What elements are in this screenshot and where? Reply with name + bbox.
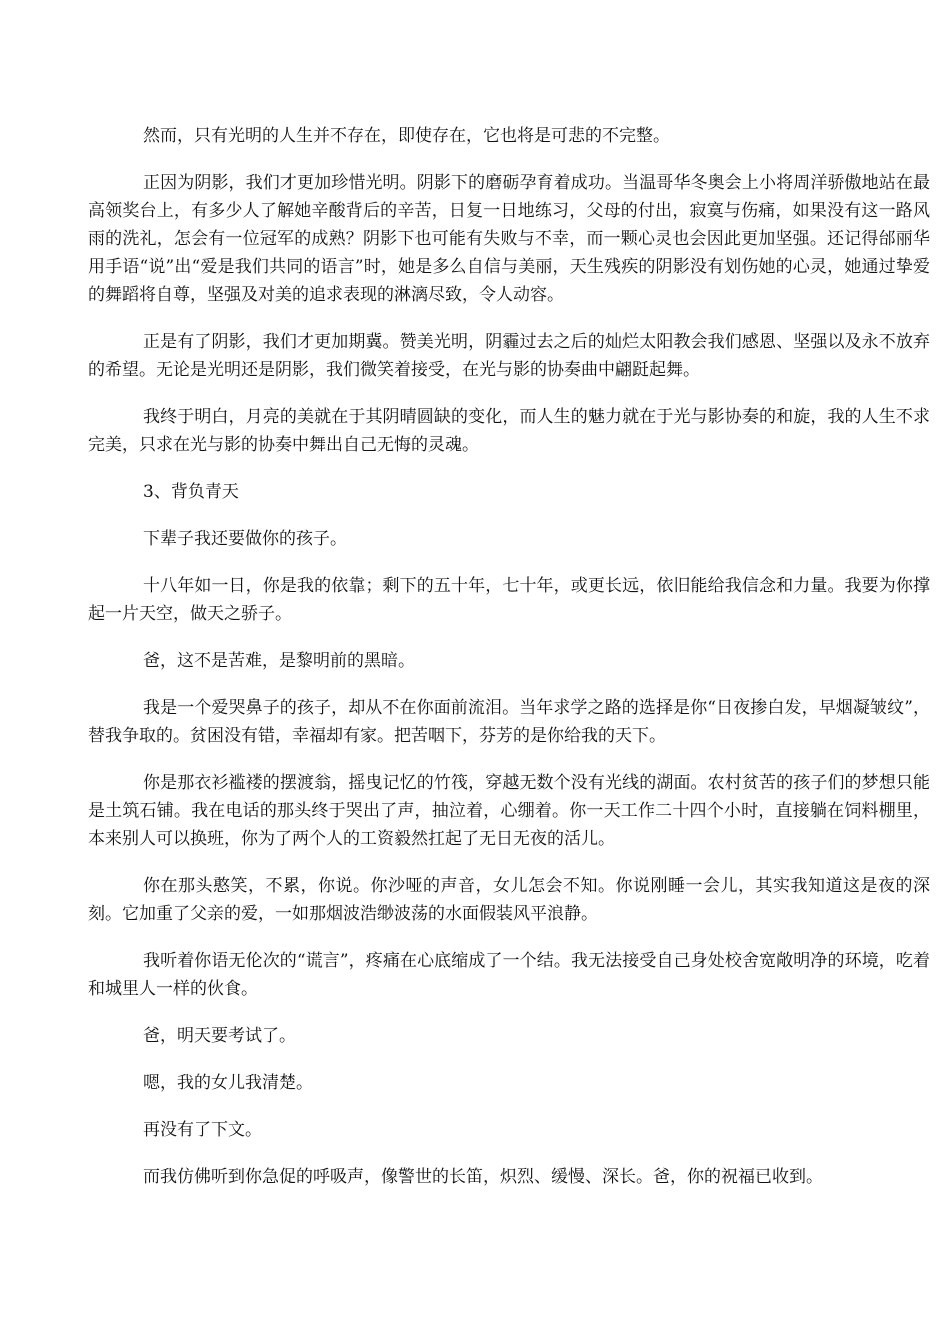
paragraph-6: 下辈子我还要做你的孩子。 [143, 529, 347, 549]
paragraph-8: 爸，这不是苦难，是黎明前的黑暗。 [143, 651, 415, 671]
paragraph-14: 嗯，我的女儿我清楚。 [143, 1073, 313, 1093]
paragraph-2: 正因为阴影，我们才更加珍惜光明。阴影下的磨砺孕育着成功。当温哥华冬奥会上小将周洋骄傲地站在最高领奖台上，有多少人了解她辛酸背后的辛苦，日复一日地练习，父母的付出，寂寞与伤痛，如果没有这一路风雨的洗礼，怎会有一位冠军的成熟？阴影下也可能有失败与不幸，而一颗心灵也会因此更加坚强。还记得邰丽华用手语“说”出“爱是我们共同的语言”时，她是多么自信与美丽，天生残疾的阴影没有划伤她的心灵，她通过挚爱的舞蹈将自尊，坚强及对美的追求表现的淋漓尽致，令人动容。 [88, 173, 930, 305]
paragraph-15: 再没有了下文。 [143, 1120, 262, 1140]
paragraph-10: 你是那衣衫褴褛的摆渡翁，摇曳记忆的竹筏，穿越无数个没有光线的湖面。农村贫苦的孩子们的梦想只能是土筑石铺。我在电话的那头终于哭出了声，抽泣着，心绷着。你一天工作二十四个小时，直接躺在饲料棚里，本来别人可以换班，你为了两个人的工资毅然扛起了无日无夜的活儿。 [88, 773, 930, 849]
paragraph-11: 你在那头憨笑，不累，你说。你沙哑的声音，女儿怎会不知。你说刚睡一会儿，其实我知道这是夜的深刻。它加重了父亲的爱，一如那烟波浩缈波荡的水面假装风平浪静。 [88, 876, 930, 924]
paragraph-1: 然而，只有光明的人生并不存在，即使存在，它也将是可悲的不完整。 [143, 126, 670, 146]
paragraph-4: 我终于明白，月亮的美就在于其阴晴圆缺的变化，而人生的魅力就在于光与影协奏的和旋，我的人生不求完美，只求在光与影的协奏中舞出自己无悔的灵魂。 [88, 407, 930, 455]
paragraph-3: 正是有了阴影，我们才更加期冀。赞美光明，阴霾过去之后的灿烂太阳教会我们感恩、坚强以及永不放弃的希望。无论是光明还是阴影，我们微笑着接受，在光与影的协奏曲中翩跹起舞。 [88, 332, 930, 380]
paragraph-16: 而我仿佛听到你急促的呼吸声，像警世的长笛，炽烈、缓慢、深长。爸，你的祝福已收到。 [143, 1167, 823, 1187]
document-page [88, 122, 930, 1210]
paragraph-7: 十八年如一日，你是我的依靠；剩下的五十年，七十年，或更长远，依旧能给我信念和力量。我要为你撑起一片天空，做天之骄子。 [88, 576, 930, 624]
paragraph-9: 我是一个爱哭鼻子的孩子，却从不在你面前流泪。当年求学之路的选择是你“日夜掺白发，早烟凝皱纹”，替我争取的。贫困没有错，幸福却有家。把苦咽下，芬芳的是你给我的天下。 [88, 698, 930, 746]
paragraph-12: 我听着你语无伦次的“谎言”，疼痛在心底缩成了一个结。我无法接受自己身处校舍宽敞明净的环境，吃着和城里人一样的伙食。 [88, 951, 930, 999]
section-heading: 3、背负青天 [143, 482, 239, 502]
paragraph-13: 爸，明天要考试了。 [143, 1026, 296, 1046]
